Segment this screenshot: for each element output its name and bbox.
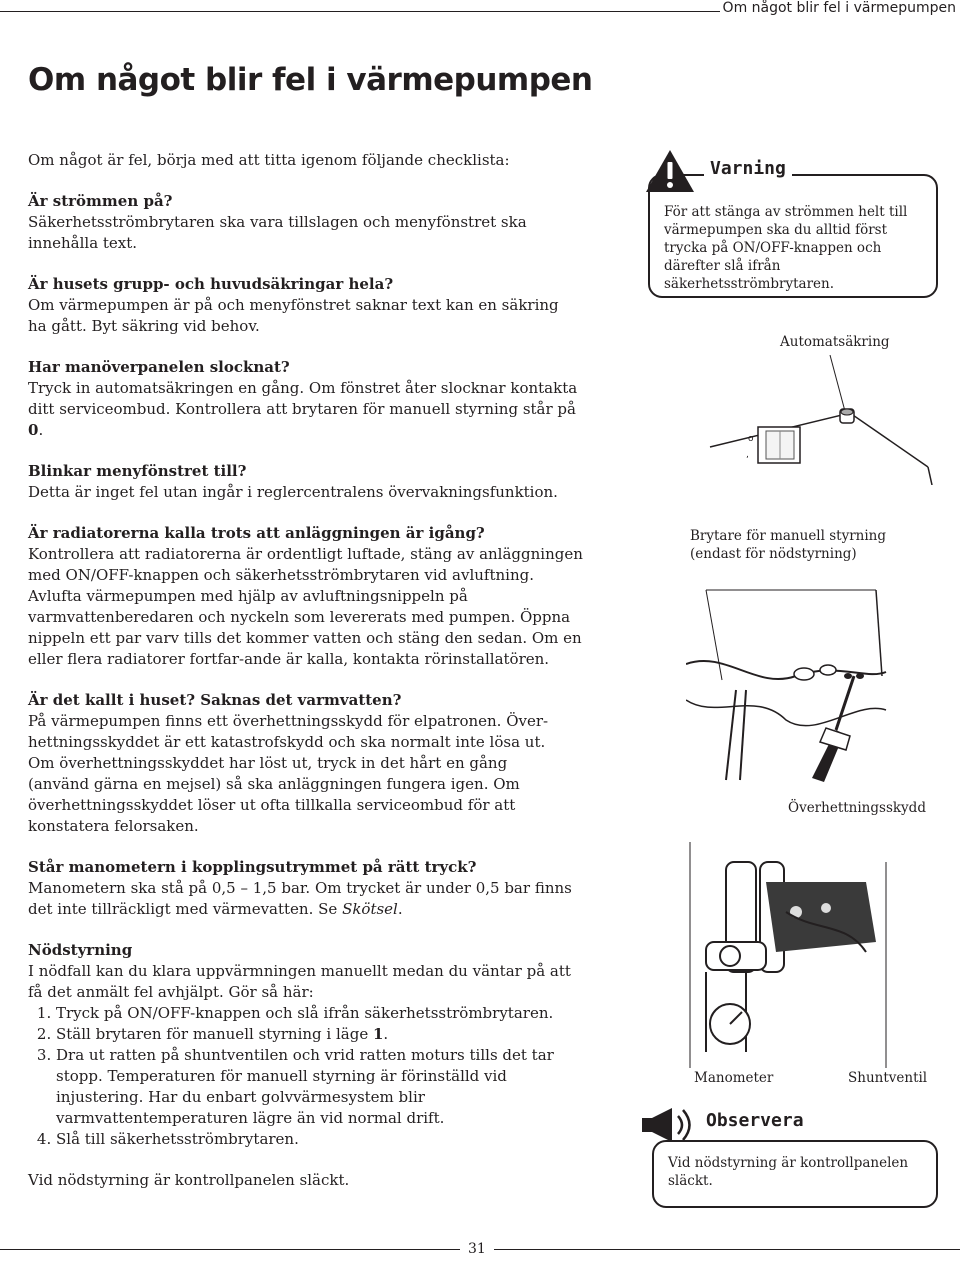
- answer-cold: På värmepumpen finns ett överhettningsskydd för elpatronen. Över-hettningsskyddet är ett katastrofskydd och ska normalt inte lösa ut. Om överhettningsskyddet har löst ut, tryck in det hårt en gång (använd gärna en mejsel) så ska anläggningen fungera igen. Om överhettningsskyddet löser ut ofta tillkalla serviceombud för att konstatera felorsaken.: [28, 712, 549, 835]
- running-title: Om något blir fel i värmepumpen: [722, 0, 956, 16]
- answer-power: Säkerhetsströmbrytaren ska vara tillslagen och menyfönstret ska innehålla text.: [28, 213, 527, 252]
- question-blink: Blinkar menyfönstret till?: [28, 462, 247, 480]
- emergency-heading: Nödstyrning: [28, 941, 133, 959]
- emergency-steps: [28, 1003, 596, 1150]
- list-item: 2. Ställ brytaren för manuell styrning i läge 1.: [56, 1024, 596, 1045]
- main-column: [28, 150, 628, 1191]
- question-cold: Är det kallt i huset? Saknas det varmvatten?: [28, 691, 402, 709]
- svg-text:,: ,: [746, 450, 749, 460]
- list-item: 3. Dra ut ratten på shuntventilen och vrid ratten moturs tills det tar stopp. Temperaturen för manuell styrning är förinställd vid injustering. Har du enbart golvvärmesystem blir varmvattentemperaturen lägre än vid normal drift.: [56, 1045, 596, 1129]
- emergency-intro: I nödfall kan du klara uppvärmningen manuellt medan du väntar på att få det anmält fel avhjälpt. Gör så här:: [28, 962, 571, 1001]
- page-number: 31: [460, 1241, 494, 1257]
- label-overheat: Överhettningsskydd: [788, 800, 926, 816]
- notice-title: Observera: [700, 1110, 810, 1131]
- megaphone-icon: [638, 1104, 698, 1148]
- warning-triangle-icon: [644, 148, 696, 194]
- breaker-illustration: [700, 355, 940, 485]
- question-radiators: Är radiatorerna kalla trots att anläggningen är igång?: [28, 524, 485, 542]
- header-rule: [0, 11, 720, 12]
- emergency-note: Vid nödstyrning är kontrollpanelen släckt.: [28, 1171, 350, 1189]
- question-panel: Har manöverpanelen slocknat?: [28, 358, 290, 376]
- gauge-illustration: [686, 842, 936, 1072]
- question-power: Är strömmen på?: [28, 192, 173, 210]
- question-gauge: Står manometern i kopplingsutrymmet på rätt tryck?: [28, 858, 477, 876]
- label-breaker: Automatsäkring: [780, 334, 890, 350]
- label-switch: Brytare för manuell styrning (endast för nödstyrning): [690, 528, 887, 562]
- intro-text: Om något är fel, börja med att titta igenom följande checklista:: [28, 151, 510, 169]
- notice-text: Vid nödstyrning är kontrollpanelen släckt.: [668, 1155, 909, 1189]
- answer-fuses: Om värmepumpen är på och menyfönstret saknar text kan en säkring ha gått. Byt säkring vid behov.: [28, 296, 559, 335]
- warning-text: För att stänga av strömmen helt till värmepumpen ska du alltid först trycka på ON/OFF-knappen och därefter slå ifrån säkerhetsströmbrytaren.: [664, 204, 908, 292]
- overheat-illustration: [686, 580, 946, 790]
- answer-radiators: Kontrollera att radiatorerna är ordentligt luftade, stäng av anläggningen med ON/OFF-knappen och säkerhetsströmbrytaren vid avluftning. Avlufta värmepumpen med hjälp av avluftningsnippeln på varmvattenberedaren och nyckeln som levererats med pumpen. Öppna nippeln ett par varv tills det kommer vatten och stäng den sedan. Om en eller flera radiatorer fortfar-ande är kalla, kontakta rörinstallatören.: [28, 545, 583, 668]
- list-item: 1. Tryck på ON/OFF-knappen och slå ifrån säkerhetsströmbrytaren.: [56, 1003, 596, 1024]
- answer-gauge: Manometern ska stå på 0,5 – 1,5 bar. Om trycket är under 0,5 bar finns det inte tillräckligt med värmevatten. Se Skötsel.: [28, 879, 572, 918]
- answer-panel: Tryck in automatsäkringen en gång. Om fönstret åter slocknar kontakta ditt serviceombud. Kontrollera att brytaren för manuell styrning står på 0.: [28, 379, 578, 439]
- question-fuses: Är husets grupp- och huvudsäkringar hela?: [28, 275, 394, 293]
- answer-blink: Detta är inget fel utan ingår i reglercentralens övervakningsfunktion.: [28, 483, 558, 501]
- page-title: Om något blir fel i värmepumpen: [28, 62, 593, 98]
- warning-title: Varning: [704, 158, 792, 179]
- list-item: 4. Slå till säkerhetsströmbrytaren.: [56, 1129, 596, 1150]
- label-gauge: Manometer: [694, 1070, 774, 1086]
- label-shunt: Shuntventil: [848, 1070, 928, 1086]
- svg-text:o: o: [748, 434, 754, 444]
